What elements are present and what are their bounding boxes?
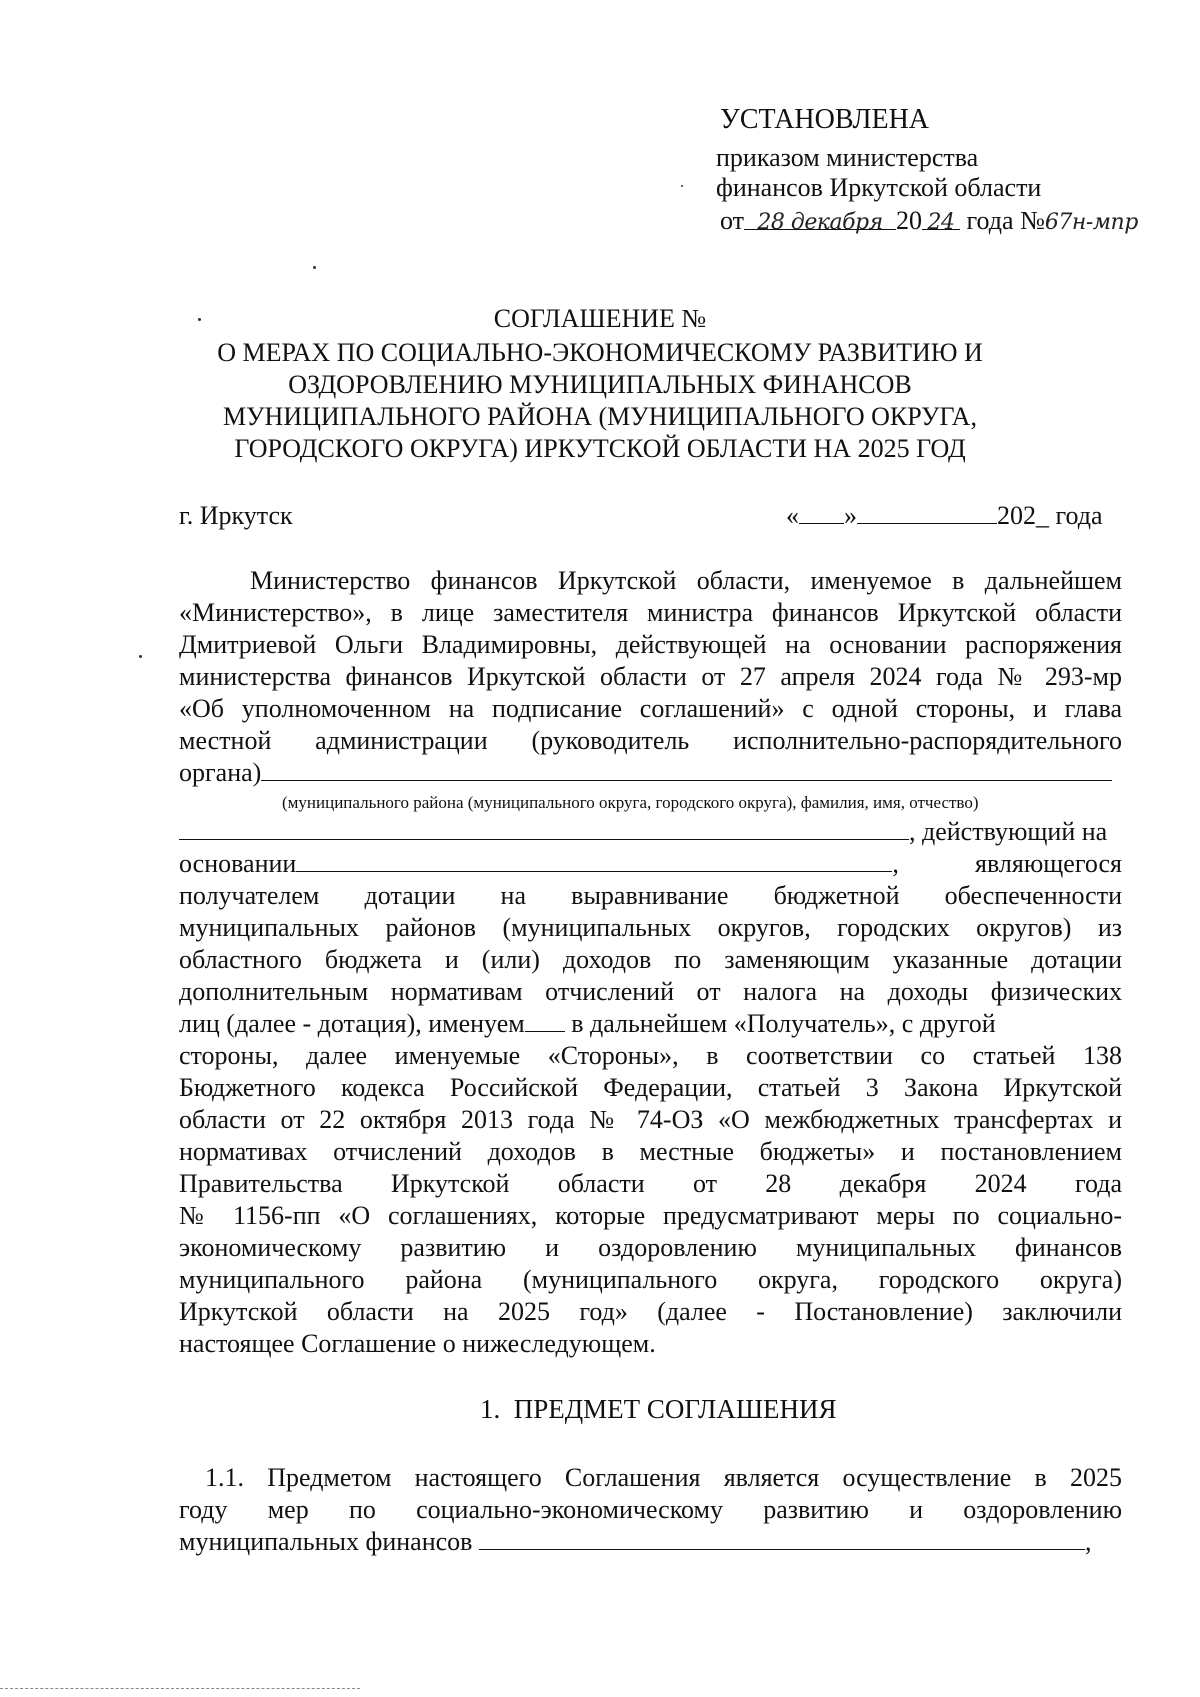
body-line-8 (179, 816, 1107, 848)
basis-blank (296, 849, 892, 872)
approval-year-prefix: 20 (896, 206, 923, 235)
body-line-7 (179, 757, 1112, 789)
agreement-subtitle-2: ОЗДОРОВЛЕНИЮ МУНИЦИПАЛЬНЫХ ФИНАНСОВ (288, 370, 912, 399)
approval-date-line (720, 205, 1138, 239)
agreement-date (786, 500, 1103, 532)
handwritten-year: 24 (922, 207, 960, 230)
acting-on-label: , действующий на (909, 817, 1108, 846)
agreement-title: СОГЛАШЕНИЕ № (493, 304, 707, 333)
body-line-18: нормативах отчислений доходов в местные бюджеты» и постановлением (179, 1137, 1122, 1166)
handwritten-order-number: 67н-мпр (1044, 210, 1138, 235)
section-1-title: 1. ПРЕДМЕТ СОГЛАШЕНИЯ (480, 1394, 837, 1424)
body-line-22: муниципального района (муниципального округа, городского округа) (179, 1265, 1122, 1294)
scan-speck (198, 318, 201, 321)
body-line-17: области от 22 октября 2013 года № 74-ОЗ «О межбюджетных трансфертах и (179, 1105, 1122, 1134)
approval-line-2: финансов Иркутской области (716, 173, 1042, 202)
handwritten-date: 28 декабря (744, 207, 896, 230)
section-1-para-line-2: году мер по социально-экономическому развитию и оздоровлению (179, 1495, 1122, 1524)
body-line-19: Правительства Иркутской области от 28 декабря 2024 года (179, 1169, 1122, 1198)
date-month-blank (857, 501, 997, 524)
body-line-10: получателем дотации на выравнивание бюджетной обеспеченности (179, 881, 1122, 910)
date-day-blank (799, 501, 844, 524)
section-1-para-line-3 (179, 1526, 1091, 1558)
approval-date-prefix: от (720, 206, 745, 235)
body-line-4: министерства финансов Иркутской области от 27 апреля 2024 года № 293-мр (179, 662, 1122, 691)
agreement-subtitle-4: ГОРОДСКОГО ОКРУГА) ИРКУТСКОЙ ОБЛАСТИ НА 2025 ГОД (234, 434, 966, 463)
basis-label: основании (179, 849, 297, 878)
municipality-blank (479, 1527, 1085, 1550)
organ-label: органа) (179, 758, 262, 787)
body-line-11: муниципальных районов (муниципальных округов, городских округов) из (179, 913, 1122, 942)
body-line-3: Дмитриевой Ольги Владимировны, действующей на основании распоряжения (179, 630, 1122, 659)
section-1-para-line-1: 1.1. Предметом настоящего Соглашения является осуществление в 2025 (205, 1463, 1122, 1492)
scan-speck (313, 266, 316, 269)
body-line-9 (179, 848, 1122, 880)
body-line-2: «Министерство», в лице заместителя министра финансов Иркутской области (179, 598, 1122, 627)
being-label: являющегося (975, 849, 1122, 878)
body-line-20: № 1156-пп «О соглашениях, которые предусматривают меры по социально- (179, 1201, 1122, 1230)
body-line-14 (179, 1008, 1122, 1040)
date-year: 202_ года (997, 501, 1103, 530)
approval-line-1: приказом министерства (716, 143, 979, 172)
body-line-5: «Об уполномоченном на подписание соглашений» с одной стороны, и глава (179, 694, 1122, 723)
approval-title: УСТАНОВЛЕНА (720, 104, 930, 135)
body-line-12: областного бюджета и (или) доходов по заменяющим указанные дотации (179, 945, 1122, 974)
approval-number-prefix: года № (966, 206, 1045, 235)
body-line-1: Министерство финансов Иркутской области, именуемое в дальнейшем (250, 566, 1122, 595)
ending-blank (525, 1009, 565, 1032)
date-close-quote: » (844, 501, 857, 530)
scan-speck (139, 655, 142, 658)
agreement-subtitle-3: МУНИЦИПАЛЬНОГО РАЙОНА (МУНИЦИПАЛЬНОГО ОКРУГА, (223, 402, 977, 431)
body-line-6: местной администрации (руководитель исполнительно-распорядительного (179, 726, 1122, 755)
city: г. Иркутск (179, 501, 293, 530)
agreement-subtitle-1: О МЕРАХ ПО СОЦИАЛЬНО-ЭКОНОМИЧЕСКОМУ РАЗВИТИЮ И (217, 338, 983, 367)
scan-edge-line (0, 1688, 360, 1689)
body-line-15: стороны, далее именуемые «Стороны», в соответствии со статьей 138 (179, 1041, 1122, 1070)
body-line-24: настоящее Соглашение о нижеследующем. (179, 1329, 656, 1358)
name-continuation-blank (179, 817, 909, 840)
body-line-16: Бюджетного кодекса Российской Федерации, статьей 3 Закона Иркутской (179, 1073, 1122, 1102)
basis-comma: , (892, 849, 899, 878)
body-line-23: Иркутской области на 2025 год» (далее - Постановление) заключили (179, 1297, 1122, 1326)
body-line-21: экономическому развитию и оздоровлению муниципальных финансов (179, 1233, 1122, 1262)
head-name-blank (261, 758, 1112, 781)
field-hint: (муниципального района (муниципального округа, городского округа), фамилия, имя, отчество) (282, 793, 979, 812)
scan-speck (681, 185, 683, 187)
date-open-quote: « (786, 501, 799, 530)
body-line-13: дополнительным нормативам отчислений от налога на доходы физических (179, 977, 1122, 1006)
body-line-14-end: в дальнейшем «Получатель», с другой (564, 1009, 996, 1038)
municipality-comma: , (1084, 1527, 1092, 1556)
municipal-finances-label: муниципальных финансов (179, 1527, 479, 1556)
body-line-14-start: лиц (далее - дотация), именуем (179, 1009, 525, 1038)
